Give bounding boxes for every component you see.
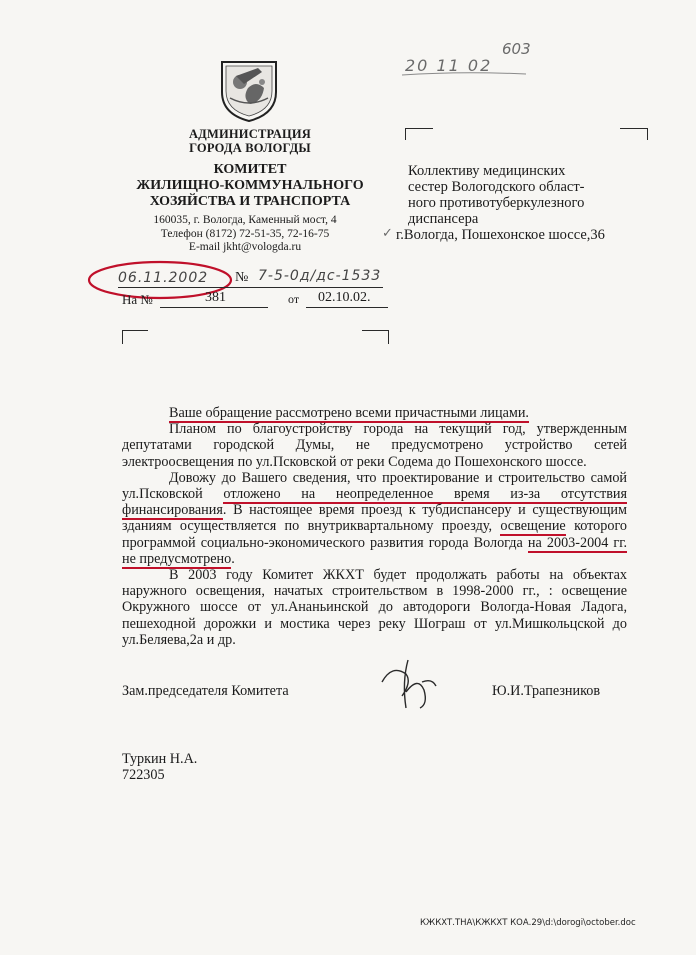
ref-from-value: 02.10.02. [318, 290, 371, 305]
executor-block [122, 751, 197, 783]
committee-address [130, 214, 360, 255]
no-symbol: № [235, 270, 249, 285]
committee-line-2: ЖИЛИЩНО-КОММУНАЛЬНОГО [136, 178, 364, 193]
file-path: КЖКХТ.ТНА\КЖКХТ КОА.29\d:\dorogi\october.doc [420, 918, 636, 928]
handwritten-stamp-number: 603 [502, 40, 531, 58]
committee-line-3: ХОЗЯЙСТВА И ТРАНСПОРТА [149, 194, 351, 209]
handwritten-signature [372, 652, 442, 714]
p3-part-a: Довожу до Вашего сведения, что проектирование и строительство самой ул.Псковской [122, 469, 627, 503]
address-line-2: Телефон (8172) 72-51-35, 72-16-75 [160, 227, 330, 240]
address-line-3: E-mail jkht@vologda.ru [188, 241, 302, 253]
signatory-name: Ю.И.Трапезников [492, 683, 601, 699]
check-mark-icon: ✓ [382, 226, 393, 241]
corner-mark-top-left [405, 128, 433, 129]
p3-highlight-lighting: освещение [500, 518, 566, 535]
p3-part-h: . [231, 550, 235, 567]
handwritten-underline [400, 70, 530, 78]
letter-body [122, 405, 627, 648]
p3-part-d: . В настоящее время проезд к тубдиспансеру и существующим зданиям осуществляется по внутриквартальному проезду, [122, 502, 627, 535]
admin-line-1: АДМИНИСТРАЦИЯ [188, 127, 312, 141]
handwritten-date: 06.11.2002 [118, 270, 209, 286]
ref-no-label: На № [122, 292, 153, 307]
body-corner-right-v [388, 330, 389, 344]
body-paragraph-2: Планом по благоустройству города на текущий год, утвержденным депутатами городской Думы, не предусмотрено устройство сетей электроосвещения по ул.Псковской от реки Содема до Пошехонского шоссе. [122, 421, 627, 470]
p3-highlight-postponed: отложено на неопределенное время из-за отсутствия [223, 486, 628, 503]
corner-mark-top-left-v [405, 128, 406, 140]
recipient-line-3: ного противотуберкулезного [408, 195, 585, 211]
executor-phone: 722305 [122, 767, 165, 783]
recipient-line-1: Коллективу медицинских [408, 163, 566, 179]
administration-title [170, 127, 330, 155]
body-corner-left [122, 330, 148, 331]
corner-mark-top-right [620, 128, 648, 129]
signatory-position: Зам.председателя Комитета [122, 683, 289, 699]
coat-of-arms-icon [218, 58, 280, 124]
p3-highlight-financing: финансирования [122, 502, 223, 519]
recipient-block [396, 163, 683, 243]
highlighted-statement: Ваше обращение рассмотрено всеми причастными лицами. [169, 405, 529, 421]
body-corner-right [362, 330, 388, 331]
recipient-line-4: диспансера [408, 211, 479, 227]
handwritten-number: 7-5-0д/дс-1533 [258, 268, 382, 284]
body-paragraph-4: В 2003 году Комитет ЖКХТ будет продолжать работы на объектах наружного освещения, начатых строительством в 1998-2000 гг., : освещение Окружного шоссе от ул.Ананьинской до автодороги Вологда-Новая Ладога, пешеходной дорожки и мостика через реку Шограш от ул.Мишкольцской до ул.Беляева,2а и др. [122, 567, 627, 648]
ref-no-value: 381 [205, 290, 226, 305]
executor-name: Туркин Н.А. [122, 751, 198, 767]
body-paragraph-3 [122, 470, 627, 567]
committee-title [115, 162, 385, 210]
ref-from-label: от [288, 292, 300, 306]
recipient-line-2: сестер Вологодского област- [408, 179, 585, 195]
handwritten-stamp-date: 20 11 02 [405, 56, 493, 75]
recipient-line-5: г.Вологда, Пошехонское шоссе,36 [396, 227, 605, 243]
ref-no-underline [160, 307, 268, 308]
corner-mark-top-right-v [647, 128, 648, 140]
p3-part-f: которого программой социально-экономического развития города Вологда [122, 518, 628, 551]
body-paragraph-1 [122, 405, 627, 421]
ref-from-underline [306, 307, 388, 308]
p3-highlight-not-planned: на 2003-2004 гг. не предусмотрено [122, 534, 628, 567]
date-number-underline [118, 287, 383, 288]
committee-line-1: КОМИТЕТ [213, 162, 287, 177]
admin-line-2: ГОРОДА ВОЛОГДЫ [189, 141, 311, 155]
address-line-1: 160035, г. Вологда, Каменный мост, 4 [153, 214, 337, 226]
body-corner-left-v [122, 330, 123, 344]
